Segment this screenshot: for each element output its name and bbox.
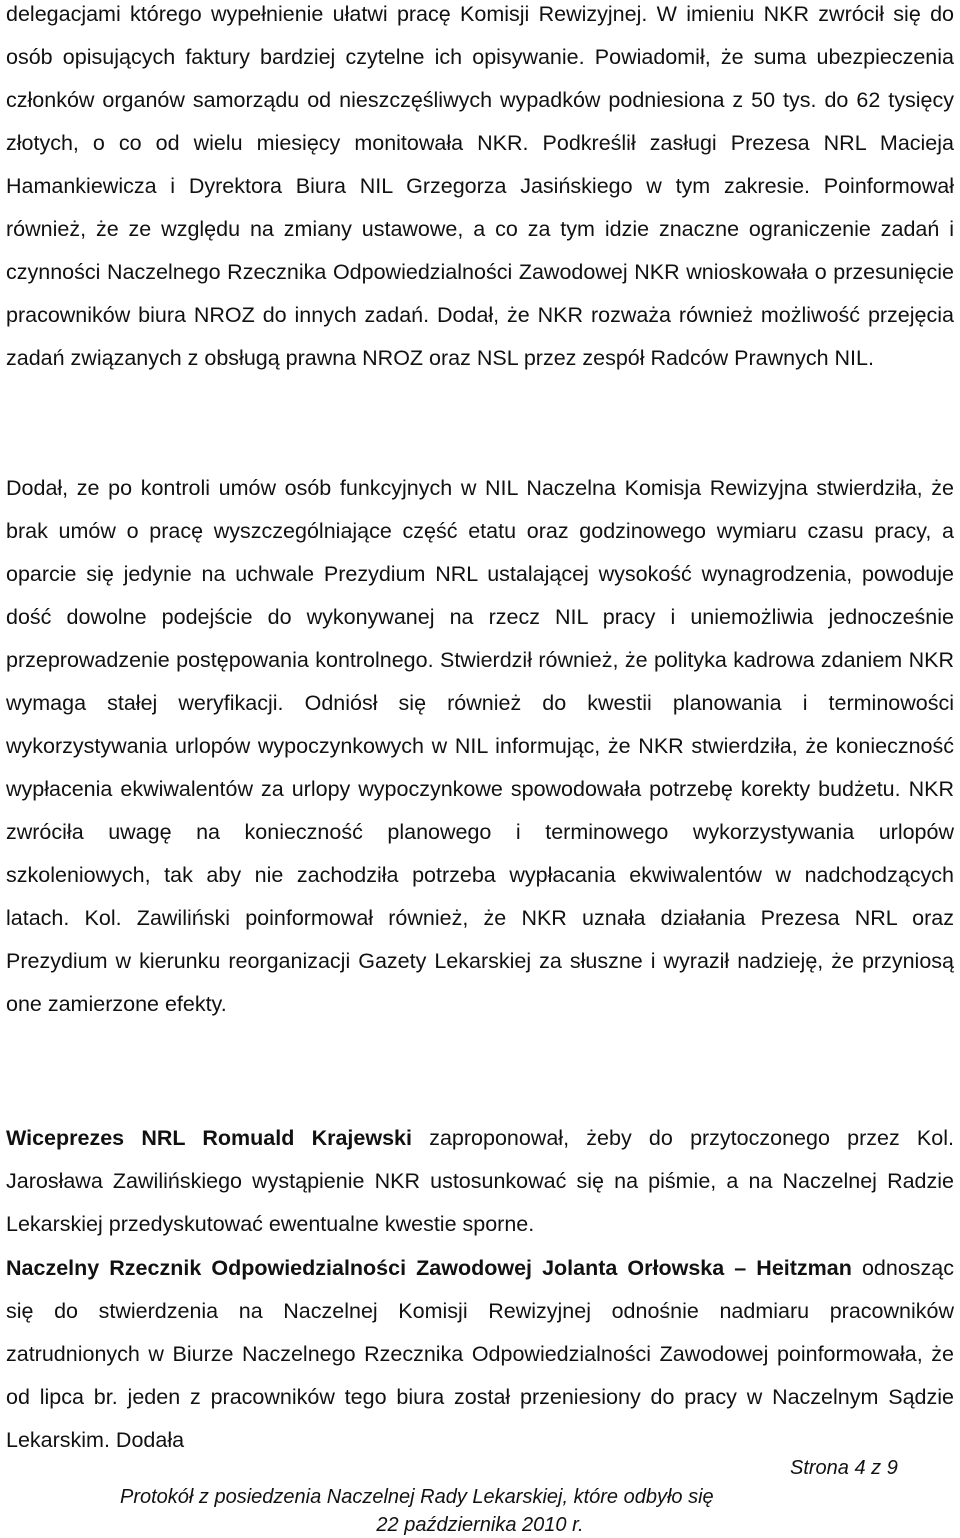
footer-protocol-title: Protokół z posiedzenia Naczelnej Rady Lekarskiej, które odbyło się <box>120 1486 714 1508</box>
speaker-name: Wiceprezes NRL Romuald Krajewski <box>6 1126 412 1150</box>
paragraph-text: zaproponował, żeby do przytoczonego przez Kol. Jarosława Zawilińskiego wystąpienie NKR ustosunkować się na piśmie, a na Naczelnej Radzie Lekarskiej przedyskutować ewentualne kwestie sporne. <box>6 1126 954 1236</box>
footer-protocol-date: 22 października 2010 r. <box>376 1514 584 1536</box>
paragraph-orlowska-heitzman <box>6 1247 954 1462</box>
page-number: Strona 4 z 9 <box>790 1457 898 1479</box>
paragraph-text: odnosząc się do stwierdzenia na Naczelnej Komisji Rewizyjnej odnośnie nadmiaru pracowników zatrudnionych w Biurze Naczelnego Rzecznika Odpowiedzialności Zawodowej poinformowała, że od lipca br. jeden z pracowników tego biura został przeniesiony do pracy w Naczelnym Sądzie Lekarskim. Dodała <box>6 1256 954 1452</box>
paragraph-krajewski <box>6 1117 954 1246</box>
speaker-name: Naczelny Rzecznik Odpowiedzialności Zawodowej Jolanta Orłowska – Heitzman <box>6 1256 852 1280</box>
paragraph-nkr-contracts: Dodał, ze po kontroli umów osób funkcyjnych w NIL Naczelna Komisja Rewizyjna stwierdziła, że brak umów o pracę wyszczególniające część etatu oraz godzinowego wymiaru czasu pracy, a oparcie się jedynie na uchwale Prezydium NRL ustalającej wysokość wynagrodzenia, powoduje dość dowolne podejście do wykonywanej na rzecz NIL pracy i uniemożliwia jednocześnie przeprowadzenie postępowania kontrolnego. Stwierdził również, że polityka kadrowa zdaniem NKR wymaga stałej weryfikacji. Odniósł się również do kwestii planowania i terminowości wykorzystywania urlopów wypoczynkowych w NIL informując, że NKR stwierdziła, że konieczność wypłacenia ekwiwalentów za urlopy wypoczynkowe spowodowała potrzebę korekty budżetu. NKR zwróciła uwagę na konieczność planowego i terminowego wykorzystywania urlopów szkoleniowych, tak aby nie zachodziła potrzeba wypłacania ekwiwalentów w nadchodzących latach. Kol. Zawiliński poinformował również, że NKR uznała działania Prezesa NRL oraz Prezydium w kierunku reorganizacji Gazety Lekarskiej za słuszne i wyraził nadzieję, że przyniosą one zamierzone efekty. <box>6 476 954 1016</box>
paragraph-nkr-report: delegacjami którego wypełnienie ułatwi pracę Komisji Rewizyjnej. W imieniu NKR zwrócił się do osób opisujących faktury bardziej czytelne ich opisywanie. Powiadomił, że suma ubezpieczenia członków organów samorządu od nieszczęśliwych wypadków podniesiona z 50 tys. do 62 tysięcy złotych, o co od wielu miesięcy monitowała NKR. Podkreślił zasługi Prezesa NRL Macieja Hamankiewicza i Dyrektora Biura NIL Grzegorza Jasińskiego w tym zakresie. Poinformował również, że ze względu na zmiany ustawowe, a co za tym idzie znaczne ograniczenie zadań i czynności Naczelnego Rzecznika Odpowiedzialności Zawodowej NKR wnioskowała o przesunięcie pracowników biura NROZ do innych zadań. Dodał, że NKR rozważa również możliwość przejęcia zadań związanych z obsługą prawna NROZ oraz NSL przez zespół Radców Prawnych NIL. <box>6 2 954 370</box>
